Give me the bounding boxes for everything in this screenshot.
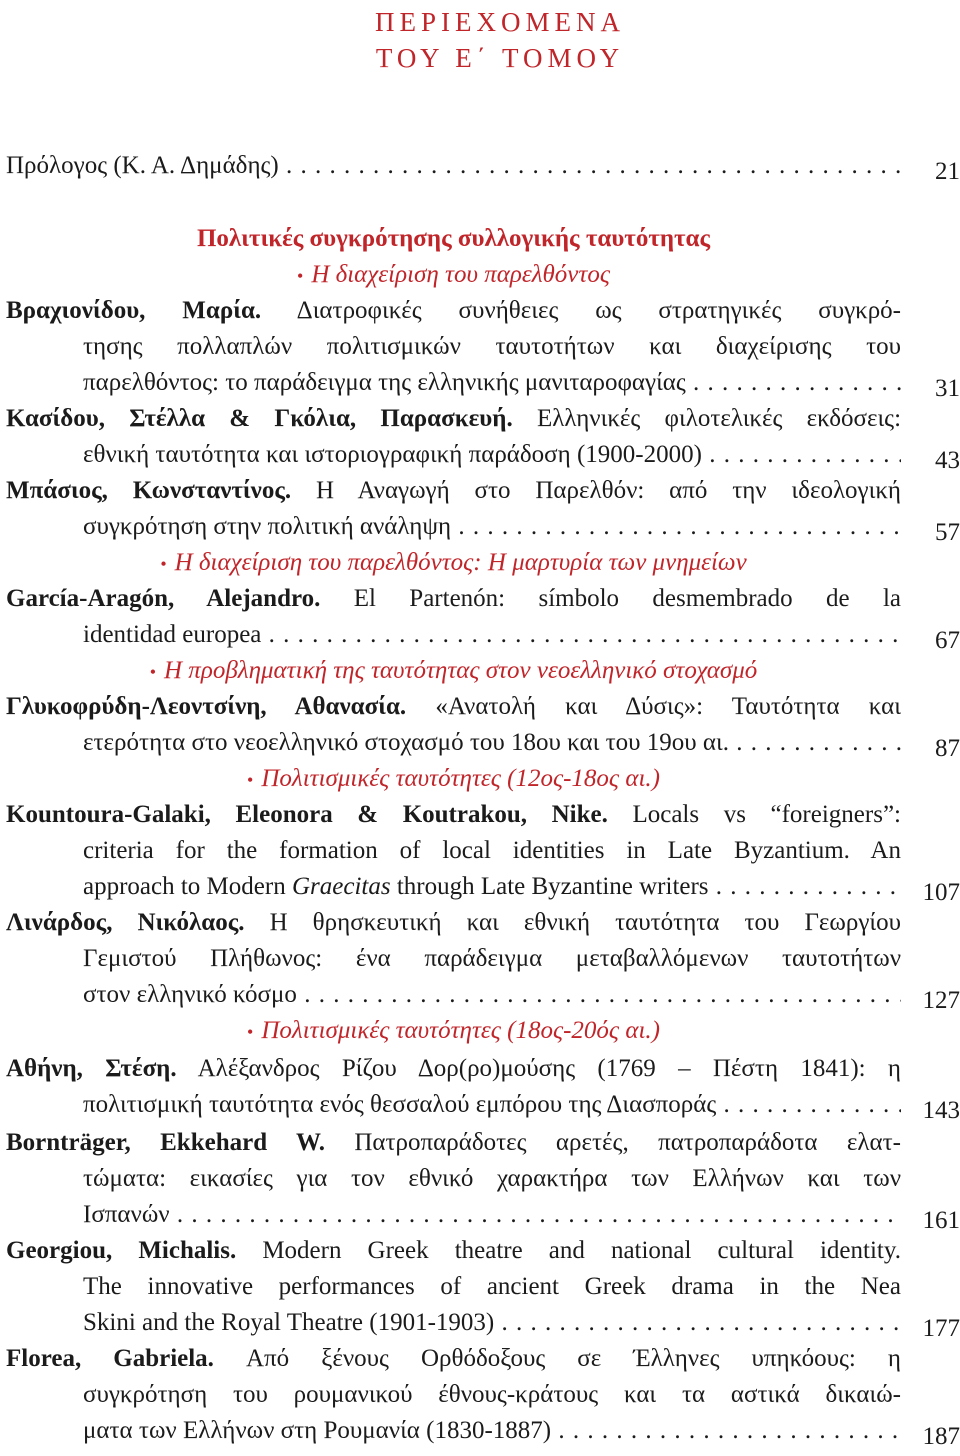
- entry-author: Georgiou, Michalis.: [6, 1237, 237, 1264]
- entry-title-line: Ελληνικές φιλοτελικές εκδόσεις:: [536, 405, 902, 432]
- page-number: 177: [922, 1315, 960, 1342]
- bullet-icon: •: [149, 662, 156, 682]
- toc-entry[interactable]: [6, 293, 960, 401]
- section-heading: Πολιτικές συγκρότησης συλλογικής ταυτότητας: [196, 225, 711, 252]
- entry-title-line: approach to Modern Graecitas through Late Byzantine writers . . .: [83, 873, 901, 900]
- entry-author: Kountoura-Galaki, Eleonora & Koutrakou, Nike.: [6, 801, 608, 828]
- entry-author: Αθήνη, Στέση.: [6, 1055, 177, 1082]
- page-number: 107: [922, 879, 960, 906]
- toc-entry[interactable]: [6, 1051, 960, 1123]
- entry-title-line: Skini and the Royal Theatre (1901-1903) . . .: [83, 1309, 901, 1336]
- prologue-text: Πρόλογος (Κ. Α. Δημάδης) . . .: [6, 152, 901, 179]
- page-number: 57: [935, 519, 960, 546]
- entry-title-line: Locals vs “foreigners”:: [632, 801, 901, 828]
- toc-entry[interactable]: [6, 1233, 960, 1341]
- entry-title-line: Αλέξανδρος Ρίζου Δορ(ρο)μούσης (1769 – Πέστη 1841): η: [197, 1055, 901, 1082]
- section-subheading: • Η διαχείριση του παρελθόντος: Η μαρτυρία των μνημείων: [160, 549, 747, 576]
- entry-title-line: Η θρησκευτική και εθνική ταυτότητα του Γεωργίου: [269, 909, 902, 936]
- entry-title-line: ματα των Ελλήνων στη Ρουμανία (1830-1887) . . .: [83, 1417, 901, 1444]
- entry-title-line: τησης πολλαπλών πολιτισμικών ταυτοτήτων και διαχείρισης του: [83, 333, 901, 360]
- entry-title-line: Ισπανών . . .: [83, 1201, 901, 1228]
- entry-title-line: «Ανατολή και Δύσις»: Ταυτότητα και: [435, 693, 901, 720]
- page-number: 143: [922, 1097, 960, 1124]
- entry-title-line: Γεμιστού Πλήθωνος: ένα παράδειγμα μεταβαλλόμενων ταυτοτήτων: [83, 945, 901, 972]
- entry-author: Florea, Gabriela.: [6, 1345, 214, 1372]
- toc-entry[interactable]: [6, 581, 960, 653]
- entry-title-line: Πατροπαράδοτες αρετές, πατροπαράδοτα ελατ-: [354, 1129, 901, 1156]
- page-number: 187: [922, 1423, 960, 1450]
- toc-entry-prologue[interactable]: [6, 148, 960, 184]
- page-number: 87: [935, 735, 960, 762]
- entry-title-line: criteria for the formation of local identities in Late Byzantium. An: [83, 837, 901, 864]
- entry-title-line: συγκρότηση του ρουμανικού έθνους-κράτους και τα αστικά δικαιώ-: [83, 1381, 901, 1408]
- section-subheading: • Η προβληματική της ταυτότητας στον νεοελληνικό στοχασμό: [149, 657, 758, 684]
- toc-entry[interactable]: [6, 473, 960, 545]
- entry-title-line: identidad europea . . .: [83, 621, 901, 648]
- toc-entry[interactable]: [6, 401, 960, 473]
- page-number: 21: [935, 158, 960, 185]
- entry-title-line: The innovative performances of ancient Greek drama in the Nea: [83, 1273, 901, 1300]
- toc-title-line-1: ΠΕΡΙΕΧΟΜΕΝΑ: [375, 7, 625, 37]
- bullet-icon: •: [247, 770, 254, 790]
- toc-title: [300, 4, 700, 76]
- entry-author: Μπάσιος, Κωνσταντίνος.: [6, 477, 292, 504]
- toc-entry[interactable]: [6, 905, 960, 1013]
- section-subheading: • Πολιτισμικές ταυτότητες (12ος-18ος αι.): [247, 765, 660, 792]
- entry-author: Βραχιονίδου, Μαρία.: [6, 297, 262, 324]
- entry-title-line: El Partenón: símbolo desmembrado de la: [353, 585, 901, 612]
- section-subheading: • Η διαχείριση του παρελθόντος: [297, 261, 610, 288]
- entry-title-line: τώματα: εικασίες για τον εθνικό χαρακτήρα των Ελλήνων και των: [83, 1165, 901, 1192]
- toc-entry[interactable]: [6, 1125, 960, 1233]
- entry-title-line: πολιτισμική ταυτότητα ενός θεσσαλού εμπόρου της Διασποράς . . .: [83, 1091, 901, 1118]
- page-number: 67: [935, 627, 960, 654]
- entry-author: García-Aragón, Alejandro.: [6, 585, 321, 612]
- section-subheading: • Πολιτισμικές ταυτότητες (18ος-20ός αι.): [247, 1017, 660, 1044]
- entry-author: Κασίδου, Στέλλα & Γκόλια, Παρασκευή.: [6, 405, 513, 432]
- entry-title-line: εθνική ταυτότητα και ιστοριογραφική παράδοση (1900-2000) . . .: [83, 441, 901, 468]
- entry-title-line: Από ξένους Ορθόδοξους σε Έλληνες υπηκόους: η: [245, 1345, 901, 1372]
- page-number: 43: [935, 447, 960, 474]
- entry-title-line: στον ελληνικό κόσμο . . .: [83, 981, 901, 1008]
- bullet-icon: •: [247, 1022, 254, 1042]
- entry-title-line: παρελθόντος: το παράδειγμα της ελληνικής μανιταροφαγίας . . .: [83, 369, 901, 396]
- page-number: 127: [922, 987, 960, 1014]
- entry-title-line: Modern Greek theatre and national cultural identity.: [262, 1237, 901, 1264]
- entry-title-line: Η Αναγωγή στο Παρελθόν: από την ιδεολογική: [315, 477, 902, 504]
- entry-title-line: Διατροφικές συνήθειες ως στρατηγικές συγκρό-: [296, 297, 902, 324]
- bullet-icon: •: [160, 554, 167, 574]
- entry-title-line: ετερότητα στο νεοελληνικό στοχασμό του 18ου και του 19ου αι. . . .: [83, 729, 901, 756]
- toc-entry[interactable]: [6, 689, 960, 761]
- entry-title-line: συγκρότηση στην πολιτική ανάληψη . . .: [83, 513, 901, 540]
- bullet-icon: •: [297, 266, 304, 286]
- entry-author: Bornträger, Ekkehard W.: [6, 1129, 325, 1156]
- toc-entry[interactable]: [6, 797, 960, 905]
- entry-author: Λινάρδος, Νικόλαος.: [6, 909, 245, 936]
- toc-title-line-2: ΤΟΥ Ε΄ ΤΟΜΟΥ: [375, 43, 625, 73]
- toc-entry[interactable]: [6, 1341, 960, 1449]
- page-number: 161: [922, 1207, 960, 1234]
- entry-author: Γλυκοφρύδη-Λεοντσίνη, Αθανασία.: [6, 693, 407, 720]
- page-number: 31: [935, 375, 960, 402]
